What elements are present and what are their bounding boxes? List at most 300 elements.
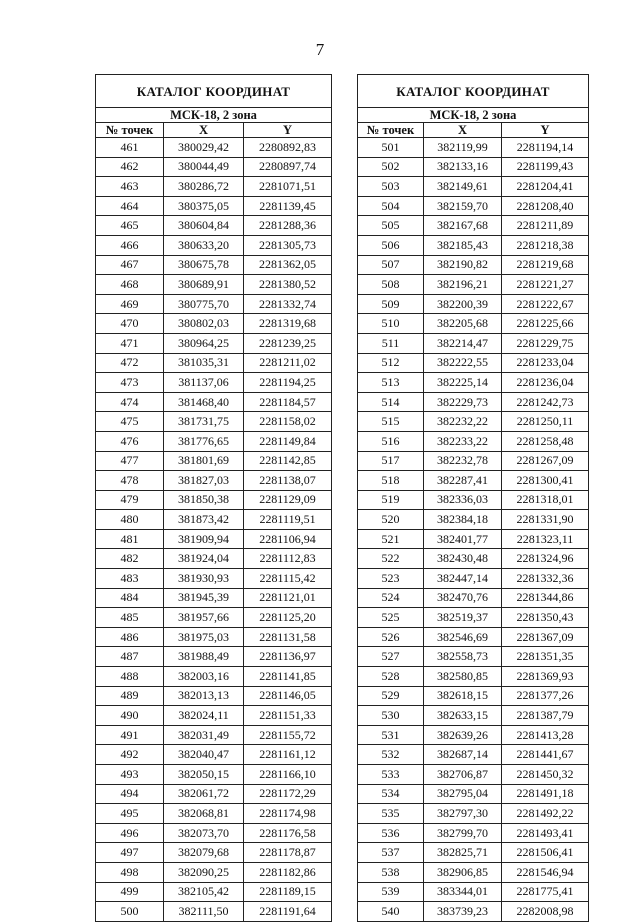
point-number-cell: 493 bbox=[96, 765, 164, 785]
x-coordinate-cell: 382040,47 bbox=[164, 745, 244, 765]
x-coordinate-cell: 382200,39 bbox=[424, 294, 502, 314]
point-number-cell: 502 bbox=[358, 157, 424, 177]
x-coordinate-cell: 382232,78 bbox=[424, 451, 502, 471]
table-row bbox=[96, 138, 332, 158]
y-coordinate-cell: 2281151,33 bbox=[244, 706, 332, 726]
y-coordinate-cell: 2281775,41 bbox=[502, 882, 589, 902]
point-number-cell: 504 bbox=[358, 196, 424, 216]
point-number-cell: 469 bbox=[96, 294, 164, 314]
y-coordinate-cell: 2281199,43 bbox=[502, 157, 589, 177]
y-coordinate-cell: 2281323,11 bbox=[502, 529, 589, 549]
point-number-cell: 462 bbox=[96, 157, 164, 177]
table-row bbox=[358, 314, 589, 334]
y-coordinate-cell: 2281194,14 bbox=[502, 138, 589, 158]
table-row bbox=[358, 804, 589, 824]
y-coordinate-cell: 2281211,02 bbox=[244, 353, 332, 373]
point-number-cell: 467 bbox=[96, 255, 164, 275]
y-coordinate-cell: 2281318,01 bbox=[502, 490, 589, 510]
x-coordinate-cell: 382706,87 bbox=[424, 765, 502, 785]
table-row bbox=[96, 862, 332, 882]
y-coordinate-cell: 2281161,12 bbox=[244, 745, 332, 765]
table-subtitle: МСК-18, 2 зона bbox=[96, 108, 332, 123]
x-coordinate-cell: 380689,91 bbox=[164, 275, 244, 295]
table-row bbox=[96, 235, 332, 255]
point-number-cell: 526 bbox=[358, 627, 424, 647]
table-row bbox=[358, 333, 589, 353]
y-coordinate-cell: 2281506,41 bbox=[502, 843, 589, 863]
x-coordinate-cell: 382633,15 bbox=[424, 706, 502, 726]
table-row bbox=[358, 706, 589, 726]
x-coordinate-cell: 382470,76 bbox=[424, 588, 502, 608]
y-coordinate-cell: 2281493,41 bbox=[502, 823, 589, 843]
column-header-x: X bbox=[424, 123, 502, 138]
y-coordinate-cell: 2281115,42 bbox=[244, 569, 332, 589]
x-coordinate-cell: 382111,50 bbox=[164, 902, 244, 922]
y-coordinate-cell: 2281242,73 bbox=[502, 392, 589, 412]
table-row bbox=[96, 333, 332, 353]
y-coordinate-cell: 2281172,29 bbox=[244, 784, 332, 804]
table-row bbox=[96, 490, 332, 510]
y-coordinate-cell: 2281138,07 bbox=[244, 471, 332, 491]
table-row bbox=[96, 588, 332, 608]
x-coordinate-cell: 382050,15 bbox=[164, 765, 244, 785]
y-coordinate-cell: 2281208,40 bbox=[502, 196, 589, 216]
table-row bbox=[96, 294, 332, 314]
x-coordinate-cell: 382401,77 bbox=[424, 529, 502, 549]
table-row bbox=[358, 569, 589, 589]
table-row bbox=[358, 647, 589, 667]
coordinate-catalog-table-right bbox=[357, 74, 589, 922]
point-number-cell: 472 bbox=[96, 353, 164, 373]
table-row bbox=[96, 216, 332, 236]
table-row bbox=[96, 784, 332, 804]
y-coordinate-cell: 2281155,72 bbox=[244, 725, 332, 745]
table-row bbox=[358, 510, 589, 530]
point-number-cell: 487 bbox=[96, 647, 164, 667]
table-row bbox=[96, 157, 332, 177]
table-row bbox=[96, 569, 332, 589]
x-coordinate-cell: 381468,40 bbox=[164, 392, 244, 412]
y-coordinate-cell: 2281288,36 bbox=[244, 216, 332, 236]
point-number-cell: 490 bbox=[96, 706, 164, 726]
table-row bbox=[96, 392, 332, 412]
table-row bbox=[358, 451, 589, 471]
y-coordinate-cell: 2281139,45 bbox=[244, 196, 332, 216]
y-coordinate-cell: 2281071,51 bbox=[244, 177, 332, 197]
x-coordinate-cell: 382639,26 bbox=[424, 725, 502, 745]
point-number-cell: 499 bbox=[96, 882, 164, 902]
y-coordinate-cell: 2281178,87 bbox=[244, 843, 332, 863]
y-coordinate-cell: 2281211,89 bbox=[502, 216, 589, 236]
y-coordinate-cell: 2281204,41 bbox=[502, 177, 589, 197]
table-row bbox=[96, 431, 332, 451]
x-coordinate-cell: 382031,49 bbox=[164, 725, 244, 745]
point-number-cell: 527 bbox=[358, 647, 424, 667]
point-number-cell: 482 bbox=[96, 549, 164, 569]
x-coordinate-cell: 381731,75 bbox=[164, 412, 244, 432]
y-coordinate-cell: 2281300,41 bbox=[502, 471, 589, 491]
table-row bbox=[96, 471, 332, 491]
point-number-cell: 529 bbox=[358, 686, 424, 706]
point-number-cell: 528 bbox=[358, 667, 424, 687]
table-row bbox=[358, 490, 589, 510]
x-coordinate-cell: 381975,03 bbox=[164, 627, 244, 647]
y-coordinate-cell: 2281222,67 bbox=[502, 294, 589, 314]
x-coordinate-cell: 381988,49 bbox=[164, 647, 244, 667]
point-number-cell: 538 bbox=[358, 862, 424, 882]
column-header-point-number: № точек bbox=[358, 123, 424, 138]
y-coordinate-cell: 2281125,20 bbox=[244, 608, 332, 628]
table-title: КАТАЛОГ КООРДИНАТ bbox=[96, 75, 332, 108]
point-number-cell: 500 bbox=[96, 902, 164, 922]
table-row bbox=[96, 529, 332, 549]
table-row bbox=[96, 686, 332, 706]
table-row bbox=[96, 373, 332, 393]
x-coordinate-cell: 382225,14 bbox=[424, 373, 502, 393]
y-coordinate-cell: 2280892,83 bbox=[244, 138, 332, 158]
x-coordinate-cell: 382687,14 bbox=[424, 745, 502, 765]
point-number-cell: 496 bbox=[96, 823, 164, 843]
x-coordinate-cell: 380775,70 bbox=[164, 294, 244, 314]
x-coordinate-cell: 382287,41 bbox=[424, 471, 502, 491]
point-number-cell: 480 bbox=[96, 510, 164, 530]
table-row bbox=[96, 412, 332, 432]
table-row bbox=[358, 353, 589, 373]
point-number-cell: 484 bbox=[96, 588, 164, 608]
y-coordinate-cell: 2281189,15 bbox=[244, 882, 332, 902]
y-coordinate-cell: 2281174,98 bbox=[244, 804, 332, 824]
point-number-cell: 463 bbox=[96, 177, 164, 197]
point-number-cell: 497 bbox=[96, 843, 164, 863]
column-header-point-number: № точек bbox=[96, 123, 164, 138]
point-number-cell: 505 bbox=[358, 216, 424, 236]
x-coordinate-cell: 381945,39 bbox=[164, 588, 244, 608]
y-coordinate-cell: 2281225,66 bbox=[502, 314, 589, 334]
y-coordinate-cell: 2281131,58 bbox=[244, 627, 332, 647]
y-coordinate-cell: 2281380,52 bbox=[244, 275, 332, 295]
point-number-cell: 516 bbox=[358, 431, 424, 451]
x-coordinate-cell: 382167,68 bbox=[424, 216, 502, 236]
y-coordinate-cell: 2281221,27 bbox=[502, 275, 589, 295]
y-coordinate-cell: 2281362,05 bbox=[244, 255, 332, 275]
y-coordinate-cell: 2281331,90 bbox=[502, 510, 589, 530]
y-coordinate-cell: 2281413,28 bbox=[502, 725, 589, 745]
point-number-cell: 523 bbox=[358, 569, 424, 589]
y-coordinate-cell: 2281218,38 bbox=[502, 235, 589, 255]
y-coordinate-cell: 2281106,94 bbox=[244, 529, 332, 549]
x-coordinate-cell: 383344,01 bbox=[424, 882, 502, 902]
x-coordinate-cell: 382447,14 bbox=[424, 569, 502, 589]
y-coordinate-cell: 2281146,05 bbox=[244, 686, 332, 706]
y-coordinate-cell: 2281121,01 bbox=[244, 588, 332, 608]
table-row bbox=[358, 843, 589, 863]
y-coordinate-cell: 2281158,02 bbox=[244, 412, 332, 432]
x-coordinate-cell: 380604,84 bbox=[164, 216, 244, 236]
table-row bbox=[358, 529, 589, 549]
point-number-cell: 539 bbox=[358, 882, 424, 902]
x-coordinate-cell: 382190,82 bbox=[424, 255, 502, 275]
x-coordinate-cell: 382797,30 bbox=[424, 804, 502, 824]
point-number-cell: 494 bbox=[96, 784, 164, 804]
point-number-cell: 465 bbox=[96, 216, 164, 236]
table-row bbox=[96, 608, 332, 628]
table-row bbox=[358, 549, 589, 569]
x-coordinate-cell: 380286,72 bbox=[164, 177, 244, 197]
x-coordinate-cell: 381776,65 bbox=[164, 431, 244, 451]
x-coordinate-cell: 382061,72 bbox=[164, 784, 244, 804]
point-number-cell: 507 bbox=[358, 255, 424, 275]
table-row bbox=[96, 804, 332, 824]
x-coordinate-cell: 382119,99 bbox=[424, 138, 502, 158]
point-number-cell: 511 bbox=[358, 333, 424, 353]
x-coordinate-cell: 382013,13 bbox=[164, 686, 244, 706]
y-coordinate-cell: 2281194,25 bbox=[244, 373, 332, 393]
x-coordinate-cell: 382073,70 bbox=[164, 823, 244, 843]
table-row bbox=[96, 255, 332, 275]
y-coordinate-cell: 2281119,51 bbox=[244, 510, 332, 530]
y-coordinate-cell: 2281233,04 bbox=[502, 353, 589, 373]
column-header-x: X bbox=[164, 123, 244, 138]
y-coordinate-cell: 2281136,97 bbox=[244, 647, 332, 667]
table-row bbox=[96, 177, 332, 197]
table-row bbox=[358, 823, 589, 843]
table-row bbox=[358, 686, 589, 706]
y-coordinate-cell: 2281319,68 bbox=[244, 314, 332, 334]
y-coordinate-cell: 2281129,09 bbox=[244, 490, 332, 510]
point-number-cell: 510 bbox=[358, 314, 424, 334]
point-number-cell: 532 bbox=[358, 745, 424, 765]
x-coordinate-cell: 382205,68 bbox=[424, 314, 502, 334]
y-coordinate-cell: 2281258,48 bbox=[502, 431, 589, 451]
point-number-cell: 513 bbox=[358, 373, 424, 393]
x-coordinate-cell: 382196,21 bbox=[424, 275, 502, 295]
table-row bbox=[96, 353, 332, 373]
point-number-cell: 471 bbox=[96, 333, 164, 353]
table-row bbox=[96, 725, 332, 745]
x-coordinate-cell: 382003,16 bbox=[164, 667, 244, 687]
x-coordinate-cell: 381137,06 bbox=[164, 373, 244, 393]
point-number-cell: 521 bbox=[358, 529, 424, 549]
y-coordinate-cell: 2281344,86 bbox=[502, 588, 589, 608]
x-coordinate-cell: 382185,43 bbox=[424, 235, 502, 255]
table-row bbox=[96, 765, 332, 785]
y-coordinate-cell: 2281387,79 bbox=[502, 706, 589, 726]
y-coordinate-cell: 2281491,18 bbox=[502, 784, 589, 804]
x-coordinate-cell: 381957,66 bbox=[164, 608, 244, 628]
table-subtitle: МСК-18, 2 зона bbox=[358, 108, 589, 123]
point-number-cell: 483 bbox=[96, 569, 164, 589]
point-number-cell: 508 bbox=[358, 275, 424, 295]
y-coordinate-cell: 2281250,11 bbox=[502, 412, 589, 432]
point-number-cell: 518 bbox=[358, 471, 424, 491]
point-number-cell: 470 bbox=[96, 314, 164, 334]
x-coordinate-cell: 382580,85 bbox=[424, 667, 502, 687]
x-coordinate-cell: 382336,03 bbox=[424, 490, 502, 510]
table-row bbox=[96, 627, 332, 647]
point-number-cell: 535 bbox=[358, 804, 424, 824]
table-row bbox=[358, 765, 589, 785]
point-number-cell: 466 bbox=[96, 235, 164, 255]
column-header-y: Y bbox=[502, 123, 589, 138]
table-row bbox=[358, 627, 589, 647]
point-number-cell: 503 bbox=[358, 177, 424, 197]
x-coordinate-cell: 381909,94 bbox=[164, 529, 244, 549]
x-coordinate-cell: 380964,25 bbox=[164, 333, 244, 353]
table-row bbox=[358, 862, 589, 882]
point-number-cell: 489 bbox=[96, 686, 164, 706]
point-number-cell: 481 bbox=[96, 529, 164, 549]
point-number-cell: 524 bbox=[358, 588, 424, 608]
y-coordinate-cell: 2281166,10 bbox=[244, 765, 332, 785]
table-body bbox=[96, 138, 332, 922]
column-header-y: Y bbox=[244, 123, 332, 138]
point-number-cell: 522 bbox=[358, 549, 424, 569]
x-coordinate-cell: 382090,25 bbox=[164, 862, 244, 882]
point-number-cell: 461 bbox=[96, 138, 164, 158]
table-row bbox=[358, 177, 589, 197]
y-coordinate-cell: 2281377,26 bbox=[502, 686, 589, 706]
x-coordinate-cell: 381035,31 bbox=[164, 353, 244, 373]
x-coordinate-cell: 380375,05 bbox=[164, 196, 244, 216]
table-row bbox=[96, 314, 332, 334]
point-number-cell: 498 bbox=[96, 862, 164, 882]
table-row bbox=[358, 392, 589, 412]
x-coordinate-cell: 381924,04 bbox=[164, 549, 244, 569]
x-coordinate-cell: 381873,42 bbox=[164, 510, 244, 530]
x-coordinate-cell: 382430,48 bbox=[424, 549, 502, 569]
table-row bbox=[96, 882, 332, 902]
x-coordinate-cell: 380633,20 bbox=[164, 235, 244, 255]
table-row bbox=[96, 843, 332, 863]
x-coordinate-cell: 382229,73 bbox=[424, 392, 502, 412]
table-row bbox=[358, 745, 589, 765]
y-coordinate-cell: 2282008,98 bbox=[502, 902, 589, 922]
y-coordinate-cell: 2281239,25 bbox=[244, 333, 332, 353]
table-row bbox=[358, 882, 589, 902]
table-row bbox=[358, 255, 589, 275]
x-coordinate-cell: 381827,03 bbox=[164, 471, 244, 491]
table-row bbox=[358, 588, 589, 608]
table-row bbox=[358, 275, 589, 295]
table-row bbox=[96, 823, 332, 843]
point-number-cell: 506 bbox=[358, 235, 424, 255]
point-number-cell: 514 bbox=[358, 392, 424, 412]
table-row bbox=[96, 745, 332, 765]
y-coordinate-cell: 2281112,83 bbox=[244, 549, 332, 569]
x-coordinate-cell: 382906,85 bbox=[424, 862, 502, 882]
table-row bbox=[96, 667, 332, 687]
x-coordinate-cell: 382024,11 bbox=[164, 706, 244, 726]
point-number-cell: 520 bbox=[358, 510, 424, 530]
x-coordinate-cell: 382519,37 bbox=[424, 608, 502, 628]
table-row bbox=[358, 412, 589, 432]
x-coordinate-cell: 381801,69 bbox=[164, 451, 244, 471]
x-coordinate-cell: 380044,49 bbox=[164, 157, 244, 177]
table-row bbox=[358, 667, 589, 687]
point-number-cell: 479 bbox=[96, 490, 164, 510]
y-coordinate-cell: 2281141,85 bbox=[244, 667, 332, 687]
y-coordinate-cell: 2281229,75 bbox=[502, 333, 589, 353]
x-coordinate-cell: 382133,16 bbox=[424, 157, 502, 177]
y-coordinate-cell: 2280897,74 bbox=[244, 157, 332, 177]
table-row bbox=[358, 784, 589, 804]
y-coordinate-cell: 2281219,68 bbox=[502, 255, 589, 275]
x-coordinate-cell: 380802,03 bbox=[164, 314, 244, 334]
x-coordinate-cell: 382558,73 bbox=[424, 647, 502, 667]
x-coordinate-cell: 382232,22 bbox=[424, 412, 502, 432]
x-coordinate-cell: 380029,42 bbox=[164, 138, 244, 158]
table-row bbox=[96, 451, 332, 471]
table-row bbox=[358, 725, 589, 745]
y-coordinate-cell: 2281351,35 bbox=[502, 647, 589, 667]
table-row bbox=[358, 471, 589, 491]
y-coordinate-cell: 2281450,32 bbox=[502, 765, 589, 785]
point-number-cell: 476 bbox=[96, 431, 164, 451]
table-row bbox=[96, 647, 332, 667]
point-number-cell: 536 bbox=[358, 823, 424, 843]
point-number-cell: 477 bbox=[96, 451, 164, 471]
y-coordinate-cell: 2281350,43 bbox=[502, 608, 589, 628]
table-row bbox=[96, 549, 332, 569]
y-coordinate-cell: 2281191,64 bbox=[244, 902, 332, 922]
point-number-cell: 474 bbox=[96, 392, 164, 412]
y-coordinate-cell: 2281267,09 bbox=[502, 451, 589, 471]
x-coordinate-cell: 382799,70 bbox=[424, 823, 502, 843]
point-number-cell: 509 bbox=[358, 294, 424, 314]
point-number-cell: 486 bbox=[96, 627, 164, 647]
table-row bbox=[358, 235, 589, 255]
x-coordinate-cell: 382149,61 bbox=[424, 177, 502, 197]
point-number-cell: 540 bbox=[358, 902, 424, 922]
y-coordinate-cell: 2281367,09 bbox=[502, 627, 589, 647]
point-number-cell: 515 bbox=[358, 412, 424, 432]
table-body bbox=[358, 138, 589, 922]
point-number-cell: 525 bbox=[358, 608, 424, 628]
x-coordinate-cell: 382105,42 bbox=[164, 882, 244, 902]
y-coordinate-cell: 2281324,96 bbox=[502, 549, 589, 569]
x-coordinate-cell: 382384,18 bbox=[424, 510, 502, 530]
y-coordinate-cell: 2281369,93 bbox=[502, 667, 589, 687]
point-number-cell: 537 bbox=[358, 843, 424, 863]
y-coordinate-cell: 2281332,36 bbox=[502, 569, 589, 589]
point-number-cell: 464 bbox=[96, 196, 164, 216]
y-coordinate-cell: 2281149,84 bbox=[244, 431, 332, 451]
y-coordinate-cell: 2281176,58 bbox=[244, 823, 332, 843]
table-row bbox=[358, 157, 589, 177]
y-coordinate-cell: 2281492,22 bbox=[502, 804, 589, 824]
y-coordinate-cell: 2281142,85 bbox=[244, 451, 332, 471]
point-number-cell: 492 bbox=[96, 745, 164, 765]
point-number-cell: 534 bbox=[358, 784, 424, 804]
x-coordinate-cell: 382825,71 bbox=[424, 843, 502, 863]
point-number-cell: 517 bbox=[358, 451, 424, 471]
x-coordinate-cell: 382546,69 bbox=[424, 627, 502, 647]
y-coordinate-cell: 2281184,57 bbox=[244, 392, 332, 412]
x-coordinate-cell: 382233,22 bbox=[424, 431, 502, 451]
x-coordinate-cell: 380675,78 bbox=[164, 255, 244, 275]
table-row bbox=[358, 431, 589, 451]
table-title: КАТАЛОГ КООРДИНАТ bbox=[358, 75, 589, 108]
point-number-cell: 468 bbox=[96, 275, 164, 295]
point-number-cell: 519 bbox=[358, 490, 424, 510]
coordinate-catalog-table-left bbox=[95, 74, 332, 922]
x-coordinate-cell: 382795,04 bbox=[424, 784, 502, 804]
y-coordinate-cell: 2281236,04 bbox=[502, 373, 589, 393]
table-row bbox=[358, 294, 589, 314]
point-number-cell: 530 bbox=[358, 706, 424, 726]
point-number-cell: 488 bbox=[96, 667, 164, 687]
point-number-cell: 512 bbox=[358, 353, 424, 373]
